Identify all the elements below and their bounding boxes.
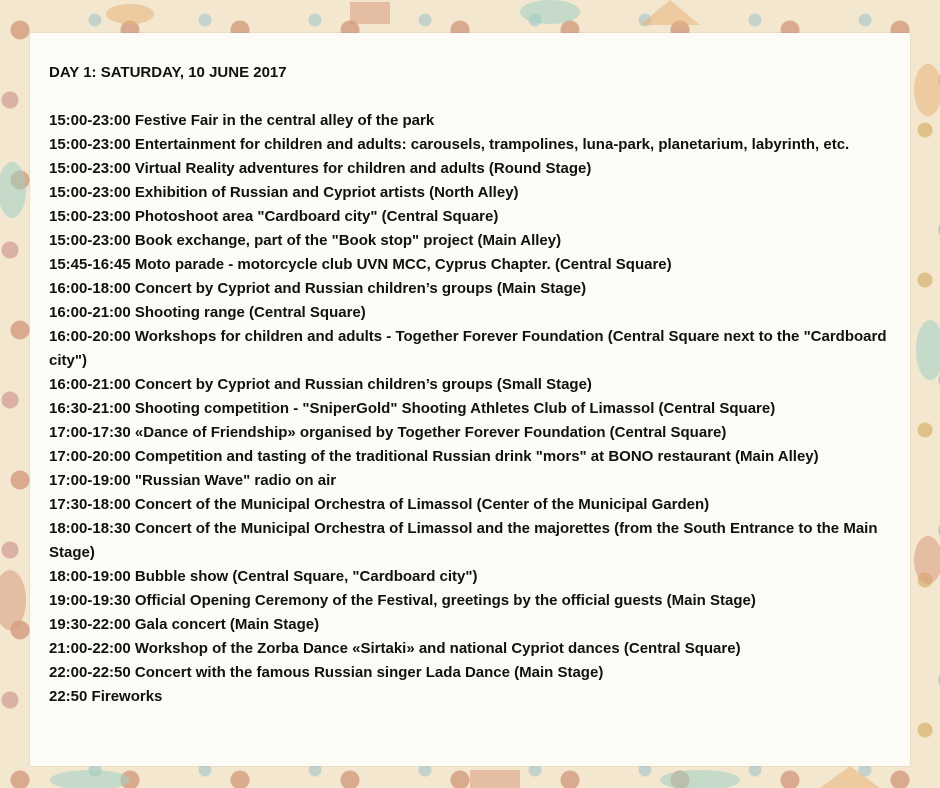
schedule-content (49, 61, 889, 709)
schedule-item: 16:00-21:00 Shooting range (Central Square) (49, 304, 366, 321)
day-title: DAY 1: SATURDAY, 10 JUNE 2017 (49, 64, 287, 81)
schedule-item: 15:00-23:00 Entertainment for children and adults: carousels, trampolines, luna-park, planetarium, labyrinth, etc. (49, 136, 850, 153)
schedule-item: 19:30-22:00 Gala concert (Main Stage) (49, 616, 320, 633)
schedule-item: 15:00-23:00 Exhibition of Russian and Cypriot artists (North Alley) (49, 184, 519, 201)
schedule-item: 18:00-19:00 Bubble show (Central Square, "Cardboard city") (49, 568, 478, 585)
schedule-item: 18:00-18:30 Concert of the Municipal Orchestra of Limassol and the majorettes (from the South Entrance to the Main Stage) (49, 520, 878, 561)
schedule-item: 22:00-22:50 Concert with the famous Russian singer Lada Dance (Main Stage) (49, 664, 604, 681)
schedule-item: 16:00-18:00 Concert by Cypriot and Russian children’s groups (Main Stage) (49, 280, 587, 297)
schedule-item: 15:00-23:00 Photoshoot area "Cardboard city" (Central Square) (49, 208, 499, 225)
schedule-item: 16:00-21:00 Concert by Cypriot and Russian children’s groups (Small Stage) (49, 376, 592, 393)
schedule-item: 15:00-23:00 Virtual Reality adventures for children and adults (Round Stage) (49, 160, 592, 177)
schedule-item: 15:45-16:45 Moto parade - motorcycle club UVN MCC, Cyprus Chapter. (Central Square) (49, 256, 672, 273)
schedule-list (49, 109, 889, 709)
schedule-item: 15:00-23:00 Book exchange, part of the "Book stop" project (Main Alley) (49, 232, 562, 249)
schedule-item: 16:30-21:00 Shooting competition - "SniperGold" Shooting Athletes Club of Limassol (Central Square) (49, 400, 776, 417)
schedule-item: 15:00-23:00 Festive Fair in the central alley of the park (49, 112, 435, 129)
schedule-item: 21:00-22:00 Workshop of the Zorba Dance «Sirtaki» and national Cypriot dances (Central Square) (49, 640, 741, 657)
schedule-item: 22:50 Fireworks (49, 688, 163, 705)
schedule-item: 17:00-20:00 Competition and tasting of the traditional Russian drink "mors" at BONO restaurant (Main Alley) (49, 448, 819, 465)
schedule-item: 17:30-18:00 Concert of the Municipal Orchestra of Limassol (Center of the Municipal Garden) (49, 496, 710, 513)
schedule-item: 17:00-19:00 "Russian Wave" radio on air (49, 472, 337, 489)
schedule-item: 17:00-17:30 «Dance of Friendship» organised by Together Forever Foundation (Central Square) (49, 424, 727, 441)
schedule-item: 19:00-19:30 Official Opening Ceremony of the Festival, greetings by the official guests (Main Stage) (49, 592, 756, 609)
schedule-item: 16:00-20:00 Workshops for children and adults - Together Forever Foundation (Central Square next to the "Cardboard city") (49, 328, 887, 369)
